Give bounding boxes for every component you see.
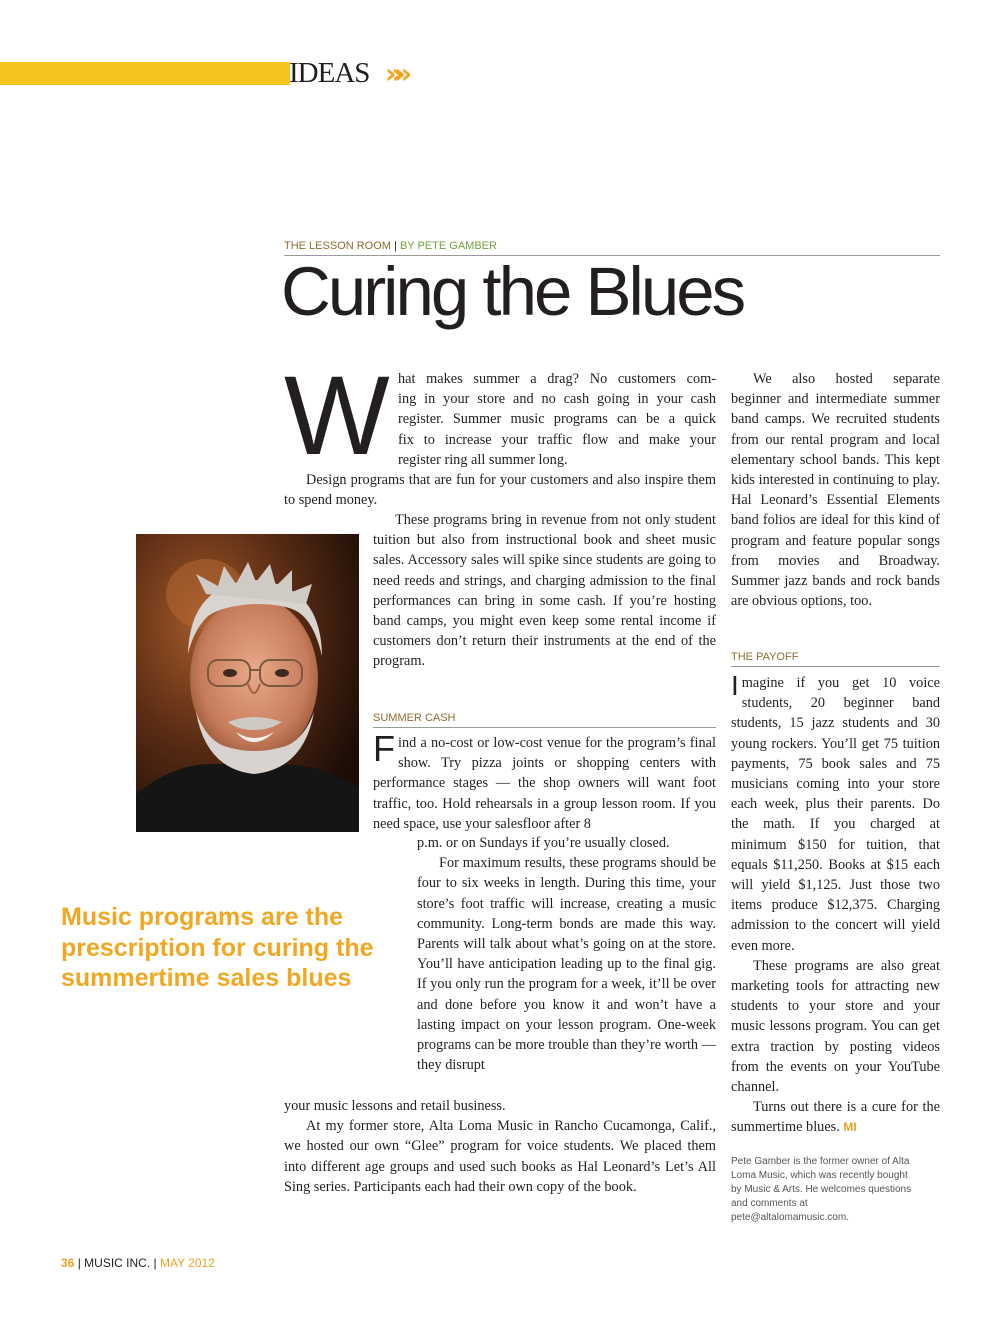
body-paragraph: These programs are also great marketing tools for attracting new students to your store and your music lessons program. You can get extra traction by posting videos from the events on your YouTube channel. xyxy=(731,957,940,1096)
body-paragraph: Design programs that are fun for your customers and also inspire them to spend money. xyxy=(284,472,716,509)
paragraph-block xyxy=(731,369,940,611)
issue-date: MAY 2012 xyxy=(159,1256,215,1270)
body-paragraph xyxy=(731,670,940,956)
intro-line: fix to increase your traffic flow and make your xyxy=(398,431,716,448)
paragraph xyxy=(284,470,716,510)
paragraph-block xyxy=(373,510,716,672)
author-bio: Pete Gamber is the former owner of Alta Loma Music, which was recently bought by Music & Arts. He welcomes questions and comments at pete@altalomamusic.com. xyxy=(731,1156,912,1223)
paragraph-block xyxy=(284,1096,716,1197)
page-number: 36 xyxy=(61,1256,75,1270)
body-paragraph: These programs bring in revenue from not only student tuition but also from instructional book and sheet music sales. Accessory sales will spike since students are going to need reeds and strings, and charging admission to the final performances can bring in some cash. If you’re hosting band camps, you might even keep some rental income if customers don’t return their instruments at the end of the program. xyxy=(373,512,716,670)
intro-line: ing in your store and no cash going in your cash xyxy=(398,391,716,408)
intro-line: register ring all summer long. xyxy=(398,451,568,468)
intro-paragraph xyxy=(398,369,716,470)
paragraph-block xyxy=(373,728,716,834)
subhead-summer-cash: SUMMER CASH xyxy=(373,712,716,728)
body-paragraph: For maximum results, these programs should be four to six weeks in length. During this time, your store’s foot traffic will increase, creating a music community. Long-term bonds are made this way. Parents will talk about what’s going on at the store. You’ll have anticipation leading up to the final gig. If you only run the program for a week, it’ll be over and done before you know it and won’t have a lasting impact on your lesson program. One-week programs can be more trouble than they’re worth — they disrupt xyxy=(417,855,716,1074)
paragraph-block xyxy=(417,833,716,1075)
body-paragraph: At my former store, Alta Loma Music in Rancho Cucamonga, Calif., we hosted our own “Glee” program for voice students. We placed them into different age groups and used such books as Hal Leonard’s Let’s All Sing series. Participants each had their own copy of the book. xyxy=(284,1118,716,1195)
chevron-right-icon: »» xyxy=(385,57,404,90)
body-paragraph: p.m. or on Sundays if you’re usually closed. xyxy=(417,835,670,851)
header-color-bar xyxy=(0,62,290,85)
body-paragraph: your music lessons and retail business. xyxy=(284,1098,506,1114)
column-name: THE LESSON ROOM xyxy=(284,240,391,252)
body-paragraph xyxy=(731,1097,940,1137)
magazine-name: MUSIC INC. xyxy=(84,1256,151,1270)
folio-separator: | xyxy=(150,1256,160,1270)
paragraph-text: magine if you get 10 voice students, 20 beginner band students, 15 jazz students and 30 young rockers. You’ll get 75 tuition payments, 75 book sales and 75 musicians coming into your store each week, plus their parents. Do the math. If you charged at minimum $150 for tuition, that equals $11,250. Books at $15 each will yield $1,125. Just those two items produce $12,375. Charging admission to the concert will yield even more. xyxy=(731,675,940,954)
byline: BY PETE GAMBER xyxy=(399,240,497,252)
intro-line: register. Summer music programs can be a quick xyxy=(398,411,716,428)
folio-separator: | xyxy=(74,1256,85,1270)
drop-cap: I xyxy=(731,670,739,701)
author-photo xyxy=(136,534,359,832)
drop-cap: W xyxy=(284,353,390,478)
body-paragraph xyxy=(373,728,716,834)
page-folio xyxy=(61,1256,215,1270)
intro-line: hat makes summer a drag? No customers com- xyxy=(398,371,716,387)
pull-quote: Music programs are the prescription for curing the summertime sales blues xyxy=(61,903,374,992)
section-label: IDEAS xyxy=(289,57,370,89)
kicker-separator: | xyxy=(390,240,400,252)
paragraph-text: ind a no-cost or low-cost venue for the program’s final show. Try pizza joints or shopping centers with performance stages — the shop owners will want foot traffic, too. Hold rehearsals in a group lesson room. If you need space, use your salesfloor after 8 xyxy=(373,735,716,832)
paragraph-text: Turns out there is a cure for the summertime blues. xyxy=(731,1099,940,1136)
body-paragraph: We also hosted separate beginner and intermediate summer band camps. We recruited students from our rental program and local elementary school bands. This kept kids interested in continuing to play. Hal Leonard’s Essential Elements band folios are ideal for this kind of program and feature popular songs from movies and Broadway. Summer jazz bands and rock bands are obvious options, too. xyxy=(731,371,940,610)
subhead-the-payoff: THE PAYOFF xyxy=(731,651,940,667)
drop-cap: F xyxy=(373,728,395,769)
paragraph-block xyxy=(731,670,940,1138)
end-mark: MI xyxy=(843,1120,857,1135)
article-headline: Curing the Blues xyxy=(281,253,744,330)
